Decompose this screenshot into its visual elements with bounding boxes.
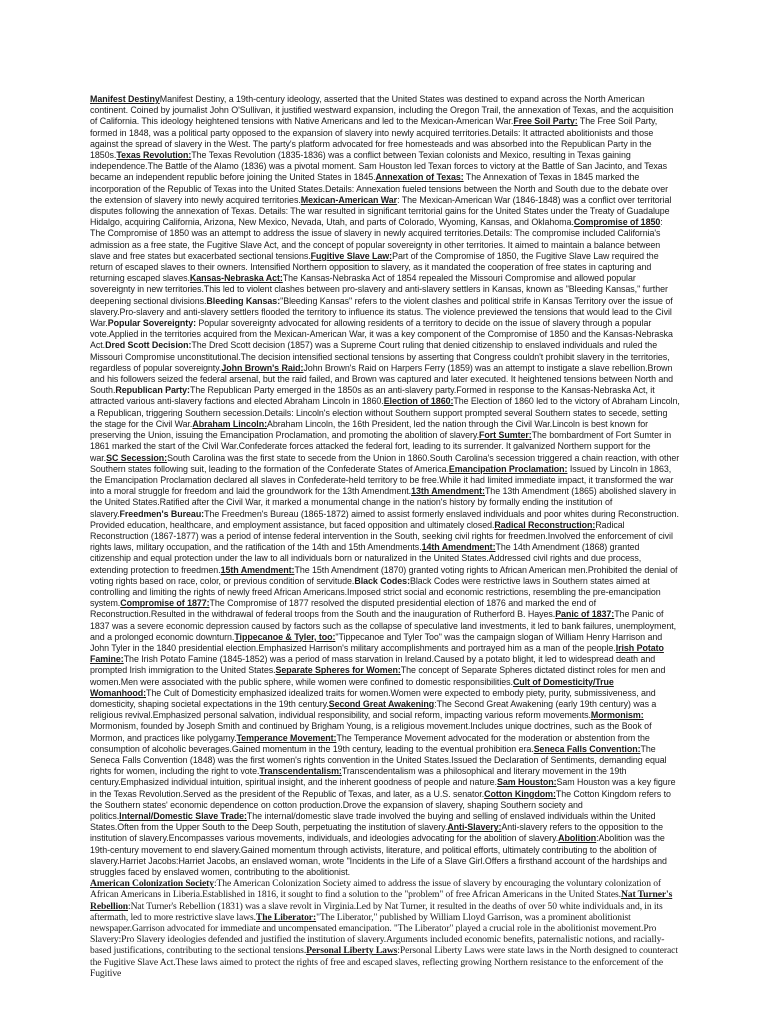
term-definition: The 13th Amendment (1865) abolished slavery in the United States.Ratified after the Civil War, it marked a monumental change in the nation's history by formally ending the institution of slavery. (90, 486, 677, 519)
term-heading: Election of 1860: (383, 396, 454, 407)
term-definition: The Cult of Domesticity emphasized idealized traits for women.Women were expected to embody piety, purity, submissiveness, and domesticity, shaping societal expectations in the 19th century. (90, 687, 656, 709)
term-heading: Second Great Awakening (328, 698, 435, 709)
term-heading: Personal Liberty Laws (306, 945, 398, 957)
term-definition: "The Liberator," published by William Lloyd Garrison, was a prominent abolitionist newspaper.Garrison advocated for immediate and uncompensated emancipation. "The Liberator" played a crucial role in the abolitionist movement.Pro Slavery:Pro Slavery ideologies defended and justified the institution of slavery.Arguments included economic benefits, paternalistic notions, and racially-based justifications, contributing to the sectional tensions. (90, 911, 665, 957)
term-heading: Internal/Domestic Slave Trade: (119, 811, 247, 821)
term-definition: "Bleeding Kansas" refers to the violent clashes and political strife in Kansas Territory over the issue of slavery.Pro-slavery and anti-slavery settlers flooded the territory to influence its status. The violence previewed the tensions that would lead to the Civil War. (90, 295, 673, 329)
term-definition: Popular sovereignty advocated for allowing residents of a territory to decide on the issue of slavery through a popular vote.Applied in the territories acquired from the Mexican-American War, it was a key component of the Compromise of 1850 and the Kansas-Nebraska Act. (90, 318, 673, 351)
term-heading: Fort Sumter: (479, 430, 532, 441)
notes-paragraph (90, 94, 680, 878)
term-heading: SC Secession: (106, 452, 168, 463)
term-heading: Seneca Falls Convention: (533, 743, 641, 754)
term-heading: Tippecanoe & Tyler, too: (234, 631, 336, 642)
term-heading: Republican Party: (115, 385, 190, 396)
term-definition: Anti-slavery refers to the opposition to the institution of slavery.Encompasses various movements, individuals, and ideologies advocating for the abolition of slavery. (90, 822, 664, 844)
term-definition: Transcendentalism was a philosophical and literary movement in the 19th century.Emphasized individual intuition, spiritual insight, and the inherent goodness of people and nature. (90, 766, 627, 788)
term-heading: Kansas-Nebraska Act: (189, 273, 283, 284)
term-heading: Manifest Destiny (90, 94, 160, 104)
term-definition: The Kansas-Nebraska Act of 1854 repealed the Missouri Compromise and allowed popular sovereignty in new territories.This led to violent clashes between pro-slavery and anti-slavery settlers in Kansas, known as "Bleeding Kansas," further deepening sectional divisions. (90, 273, 668, 306)
term-heading: Cult of Domesticity/True Womanhood: (90, 676, 614, 698)
term-definition: The Election of 1860 led to the victory of Abraham Lincoln, a Republican, triggering Southern secession.Details: Lincoln's election without Southern support prompted several Southern states to secede, setting the stage for the Civil War. (90, 396, 680, 429)
term-definition: The Republican Party emerged in the 1850s as an anti-slavery party.Formed in response to the Kansas-Nebraska Act, it attracted various anti-slavery factions and elected Abraham Lincoln in 1860. (90, 385, 655, 407)
term-definition: The Free Soil Party, formed in 1848, was a political party opposed to the expansion of slavery into newly acquired territories.Details: It attracted abolitionists and those against the spread of slavery in the West. The party's platform advocated for free homesteads and was absorbed into the Republican Party in the 1850s. (90, 116, 658, 161)
term-definition: The Irish Potato Famine (1845-1852) was a period of mass starvation in Ireland.Caused by a potato blight, it led to widespread death and prompted Irish immigration to the United States. (90, 654, 656, 676)
term-heading: Fugitive Slave Law: (310, 250, 393, 261)
term-definition: : The Compromise of 1850 was an attempt to address the issue of slavery in newly acquired territories.Details: The compromise included California's admission as a free state, the Fugitive Slave Act, and the concept of popular sovereignty in other territories. It aimed to maintain a balance between slave and free states but exacerbated sectional tensions. (90, 217, 663, 261)
term-heading: Compromise of 1877: (120, 598, 210, 609)
term-definition: The Seneca Falls Convention (1848) was the first women's rights convention in the United States.Issued the Declaration of Sentiments, demanding equal rights for women, including the right to vote. (90, 743, 667, 777)
term-heading: Mormonism: (590, 710, 644, 721)
term-heading: Nat Turner's Rebellion (90, 889, 673, 912)
term-definition: Issued by Lincoln in 1863, the Emancipation Proclamation declared all slaves in Confederate-held territory to be free.While it had limited immediate impact, it transformed the war into a moral struggle for freedom and laid the groundwork for the 13th Amendment. (90, 463, 674, 497)
term-definition: The 14th Amendment (1868) granted citizenship and equal protection under the law to all individuals born or naturalized in the United States.Addressed civil rights and due process, extending protection to freedmen. (90, 542, 642, 575)
term-heading: Freedmen's Bureau: (119, 508, 205, 519)
term-heading: Abolition (558, 833, 597, 844)
term-heading: John Brown's Raid: (221, 362, 304, 373)
notes-paragraph-serif (90, 878, 680, 979)
document-page (90, 94, 680, 994)
term-definition: Radical Reconstruction (1867-1877) was a period of intense federal intervention in the South, seeking civil rights for freedmen.Involved the enforcement of civil rights laws, military occupation, and the ratification of the 14th and 15th Amendments. (90, 519, 673, 553)
term-definition: :Abolition was the 19th-century movement to end slavery.Gained momentum through activists, literature, and political efforts, ultimately contributing to the abolition of slavery.Harriet Jacobs:Harriet Jacobs, an enslaved woman, wrote "Incidents in the Life of a Slave Girl.Offers a firsthand account of the hardships and struggles faced by enslaved women, contributing to the abolitionist. (90, 833, 667, 878)
term-definition: The Annexation of Texas in 1845 marked the incorporation of the Republic of Texas into the United States.Details: Annexation fueled tensions between the North and South due to the debate over the extension of slavery into newly acquired territories. (90, 172, 669, 205)
term-definition: :Personal Liberty Laws were state laws in the North designed to counteract the Fugitive Slave Act.These laws aimed to protect the rights of free and escaped slaves, reflecting growing Northern resistance to the enforcement of the Fugitive (90, 945, 678, 979)
term-definition: The Panic of 1837 was a severe economic depression caused by factors such as the collapse of speculative land investments, it led to bank failures, unemployment, and a prolonged economic downturn. (90, 609, 677, 642)
term-heading: Irish Potato Famine: (90, 642, 664, 665)
term-heading: Free Soil Party: (513, 116, 578, 127)
term-heading: Radical Reconstruction: (494, 519, 596, 530)
term-definition: South Carolina was the first state to secede from the Union in 1860.South Carolina's secession triggered a chain reaction, with other Southern states following suit, leading to the formation of the Confederate States of America. (90, 452, 680, 474)
term-heading: Annexation of Texas: (375, 172, 464, 183)
term-definition: Abraham Lincoln, the 16th President, led the nation through the Civil War.Lincoln is best known for preserving the Union, issuing the Emancipation Proclamation, and promoting the abolition of slavery. (90, 418, 649, 441)
term-heading: 15th Amendment: (220, 564, 295, 575)
term-definition: The concept of Separate Spheres dictated distinct roles for men and women.Men were associated with the public sphere, while women were confined to domestic responsibilities. (90, 665, 666, 687)
term-heading: 13th Amendment: (411, 486, 485, 497)
term-definition: The bombardment of Fort Sumter in 1861 marked the start of the Civil War.Confederate forces attacked the federal fort, leading to its surrender. It galvanized Northern support for the war. (90, 430, 672, 463)
term-definition: The 15th Amendment (1870) granted voting rights to African American men.Prohibited the denial of voting rights based on race, color, or previous condition of servitude. (90, 564, 678, 586)
term-definition: The internal/domestic slave trade involved the buying and selling of enslaved individuals within the United States.Often from the Upper South to the Deep South, perpetuating the institution of slavery. (90, 811, 656, 833)
term-heading: The Liberator: (255, 911, 317, 923)
term-heading: Cotton Kingdom: (484, 788, 556, 799)
term-heading: Dred Scott Decision: (105, 340, 192, 351)
term-heading: American Colonization Society (90, 878, 214, 890)
term-definition: Part of the Compromise of 1850, the Fugitive Slave Law required the return of escaped slaves to their owners. Intensified Northern opposition to slavery, as it mandated the cooperation of free states in capturing and returning escaped slaves. (90, 250, 659, 284)
term-definition: John Brown's Raid on Harpers Ferry (1859) was an attempt to instigate a slave rebellion.Brown and his followers seized the federal arsenal, but the raid failed, and Brown was captured and later executed. It heightened tensions between North and South. (90, 362, 674, 396)
term-heading: Emancipation Proclamation: (448, 463, 568, 474)
term-heading: Transcendentalism: (259, 766, 342, 777)
term-definition: The Compromise of 1877 resolved the disputed presidential election of 1876 and marked the end of Reconstruction.Resulted in the withdrawal of federal troops from the South and the inauguration of Rutherford B. Hayes. (90, 598, 596, 620)
term-definition: Black Codes were restrictive laws in Southern states aimed at controlling and limiting the rights of newly freed African Americans.Imposed strict social and economic restrictions, resembling the pre-emancipation system. (90, 575, 661, 609)
term-definition: The Cotton Kingdom refers to the Southern states' economic dependence on cotton production.Drove the expansion of slavery, shaping Southern society and politics. (90, 788, 671, 821)
term-heading: Popular Sovereignty: (107, 318, 196, 329)
term-definition: The Dred Scott decision (1857) was a Supreme Court ruling that denied citizenship to enslaved individuals and ruled the Missouri Compromise unconstitutional.The decision intensified sectional tensions by asserting that Congress couldn't prohibit slavery in the territories, regardless of popular sovereignty. (90, 340, 670, 373)
term-definition: Sam Houston was a key figure in the Texas Revolution.Served as the president of the Republic of Texas, and later, as a U.S. senator. (90, 777, 676, 799)
term-heading: Temperance Movement: (236, 732, 337, 743)
term-heading: 14th Amendment: (421, 542, 496, 553)
term-heading: Abraham Lincoln: (192, 418, 268, 429)
term-heading: Sam Houston: (496, 777, 557, 788)
term-definition: The Temperance Movement advocated for the moderation or abstention from the consumption of alcoholic beverages.Gained momentum in the 19th century, leading to the eventual prohibition era. (90, 732, 650, 754)
term-definition: "Tippecanoe and Tyler Too" was the campaign slogan of William Henry Harrison and John Tyler in the 1840 presidential election.Emphasized Harrison's military accomplishments and portrayed him as a man of the people. (90, 631, 663, 653)
term-heading: Black Codes: (354, 575, 410, 586)
term-definition: :The Second Great Awakening (early 19th century) was a religious revival.Emphasized personal salvation, individual responsibility, and social reform, impacting various reform movements. (90, 698, 657, 721)
term-definition: : The Mexican-American War (1846-1848) was a conflict over territorial disputes following the annexation of Texas. Details: The war resulted in significant territorial gains for the United States under the Treaty of Guadalupe Hidalgo, acquiring California, Arizona, New Mexico, Nevada, Utah, and parts of Colorado, Wyoming, Kansas, and Oklahoma. (90, 194, 672, 228)
term-heading: Compromise of 1850 (573, 217, 661, 228)
term-definition: Manifest Destiny, a 19th-century ideology, asserted that the United States was destined to expand across the North American continent. Coined by journalist John O'Sullivan, it justified westward expansion, including the Oregon Trail, the annexation of Texas, and the acquisition of California. This ideology heightened tensions with Native Americans and led to the Mexican-American War. (90, 94, 674, 127)
term-definition: The Texas Revolution (1835-1836) was a conflict between Texian colonists and Mexico, resulting in Texas gaining independence.The Battle of the Alamo (1836) was a pivotal moment. Sam Houston led Texan forces to victory at the Battle of San Jacinto, and Texas became an independent republic before joining the United States in 1845. (90, 150, 668, 183)
term-definition: :The American Colonization Society aimed to address the issue of slavery by encouraging the voluntary colonization of African Americans in Liberia.Established in 1816, it sought to find a solution to the "problem" of free African Americans in the United States. (90, 878, 662, 901)
term-heading: Anti-Slavery: (447, 822, 502, 833)
term-heading: Separate Spheres for Women: (275, 665, 401, 676)
term-definition: :Nat Turner's Rebellion (1831) was a slave revolt in Virginia.Led by Nat Turner, it resulted in the deaths of over 50 white individuals and, in its aftermath, led to more restrictive slave laws. (90, 900, 663, 923)
term-heading: Panic of 1837: (555, 609, 615, 620)
term-heading: Bleeding Kansas: (206, 295, 281, 306)
term-definition: The Freedmen's Bureau (1865-1872) aimed to assist formerly enslaved individuals and poor whites during Reconstruction. Provided education, healthcare, and employment assistance, but faced opposition and ultimately closed. (90, 508, 679, 530)
term-heading: Mexican-American War (300, 194, 398, 205)
term-heading: Texas Revolution: (116, 150, 192, 161)
term-definition: Mormonism, founded by Joseph Smith and continued by Brigham Young, is a religious movement.Includes unique doctrines, such as the Book of Mormon, and practices like polygamy. (90, 721, 652, 743)
